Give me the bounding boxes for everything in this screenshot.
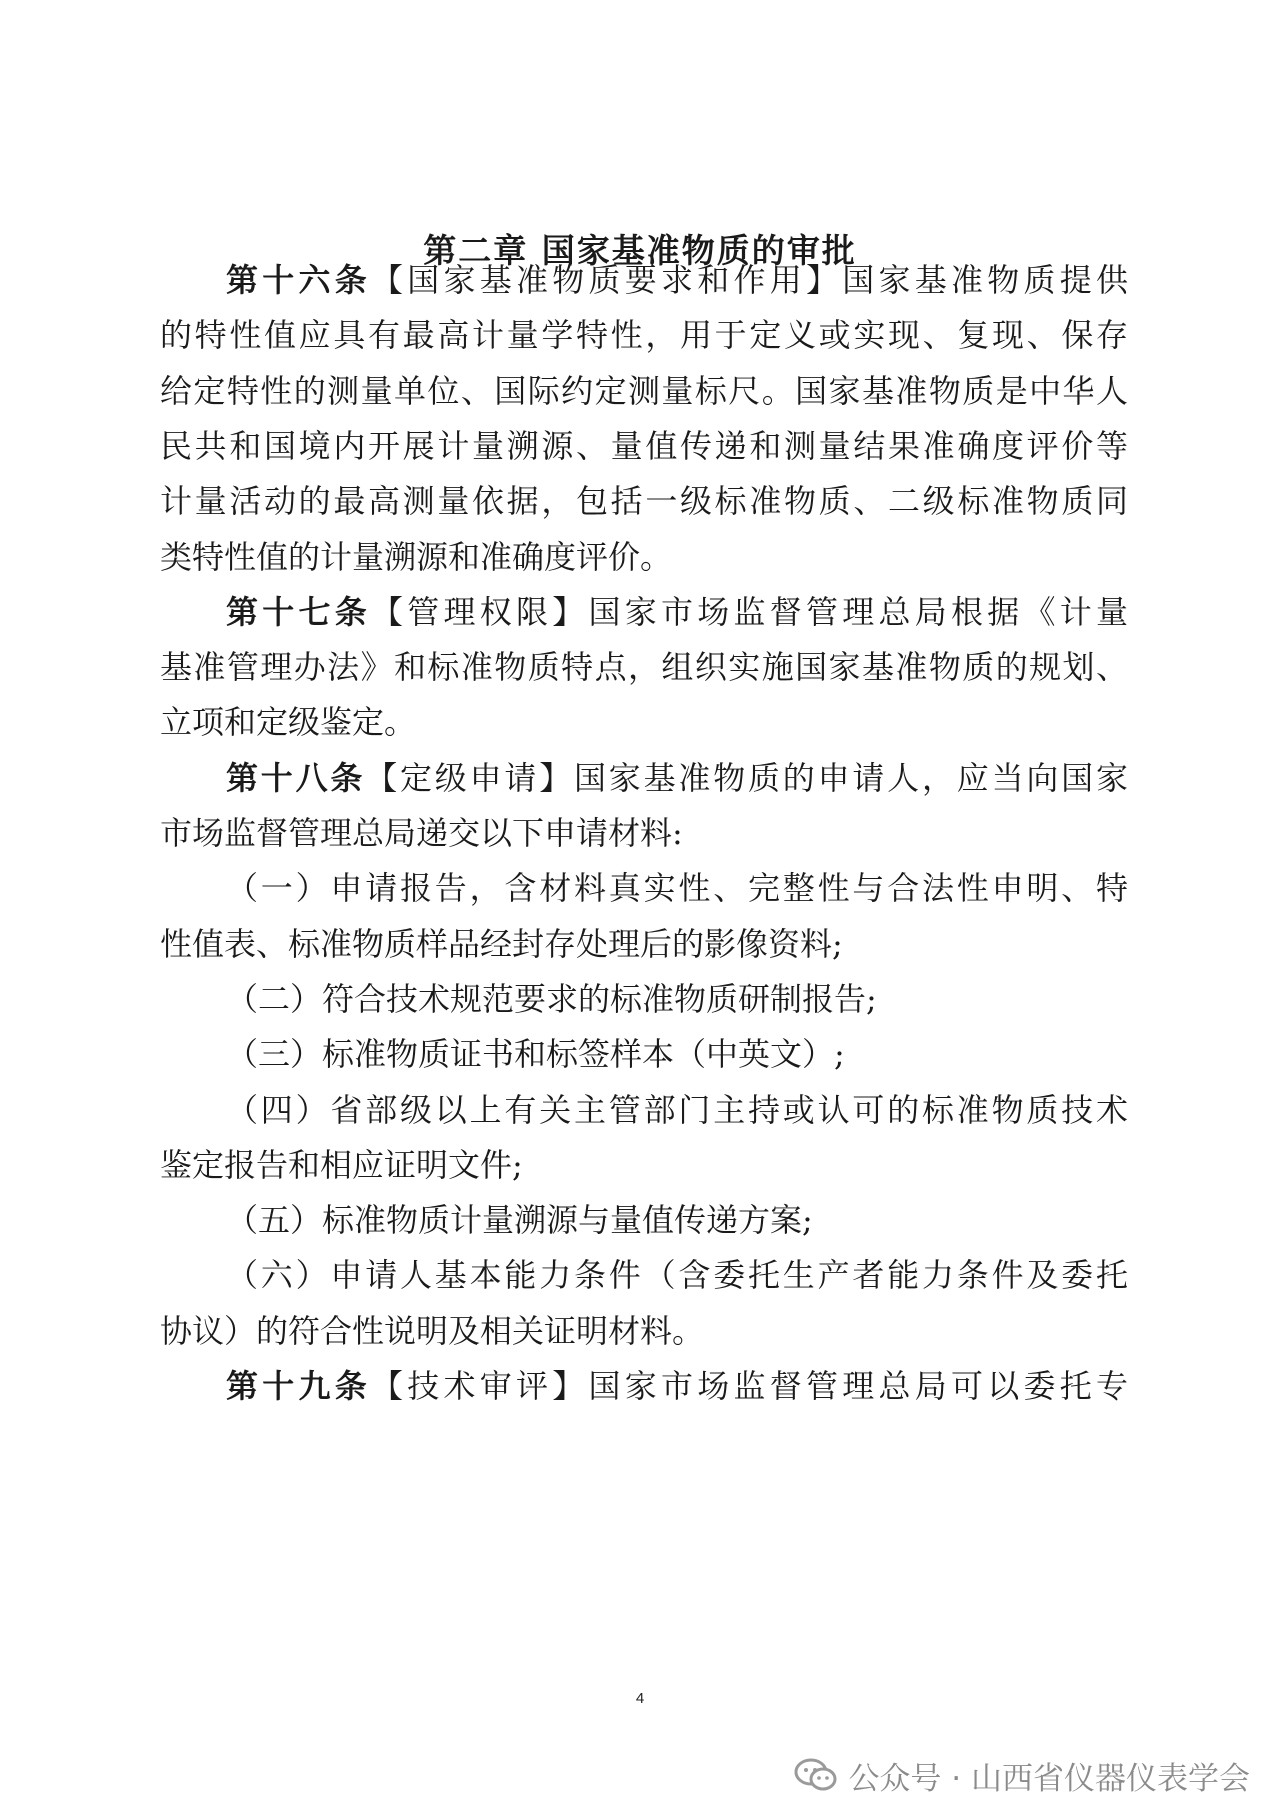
body-line	[160, 922, 1128, 966]
wechat-icon	[794, 1757, 838, 1793]
article-number: 第十七条	[226, 593, 371, 631]
line-text: （一）申请报告，含材料真实性、完整性与合法性申明、特	[226, 869, 1128, 907]
article-line	[226, 258, 1128, 302]
article-number: 第十九条	[226, 1367, 371, 1405]
watermark	[794, 1755, 1250, 1795]
body-line	[160, 313, 1128, 357]
page-number: 4	[635, 1690, 645, 1707]
article-line	[226, 756, 1128, 800]
line-text: 民共和国境内开展计量溯源、量值传递和测量结果准确度评价等	[160, 427, 1128, 465]
body-line	[226, 1253, 1128, 1297]
chapter-title: 第二章 国家基准物质的审批	[423, 231, 857, 270]
line-text: （六）申请人基本能力条件（含委托生产者能力条件及委托	[226, 1256, 1128, 1294]
body-line	[160, 700, 1128, 744]
watermark-text: 公众号 · 山西省仪器仪表学会	[848, 1760, 1250, 1797]
line-text: 【管理权限】国家市场监督管理总局根据《计量	[371, 593, 1128, 631]
line-text: 协议）的符合性说明及相关证明材料。	[160, 1312, 705, 1350]
line-text: （二）符合技术规范要求的标准物质研制报告;	[226, 980, 877, 1018]
body-line	[160, 535, 1128, 579]
line-text: 性值表、标准物质样品经封存处理后的影像资料;	[160, 925, 843, 963]
body-line	[160, 369, 1128, 413]
body-line	[160, 1143, 1128, 1187]
line-text: 【国家基准物质要求和作用】国家基准物质提供	[371, 261, 1128, 299]
body-line	[160, 479, 1128, 523]
article-line	[226, 1364, 1128, 1408]
body-line	[160, 424, 1128, 468]
line-text: 【定级申请】国家基准物质的申请人，应当向国家	[365, 759, 1128, 797]
article-number: 第十六条	[226, 261, 371, 299]
body-line	[226, 1032, 1128, 1076]
line-text: （三）标准物质证书和标签样本（中英文）;	[226, 1035, 845, 1073]
line-text: 市场监督管理总局递交以下申请材料:	[160, 814, 683, 852]
article-line	[226, 590, 1128, 634]
body-line	[226, 866, 1128, 910]
line-text: （五）标准物质计量溯源与量值传递方案;	[226, 1201, 813, 1239]
body-line	[226, 1088, 1128, 1132]
line-text: （四）省部级以上有关主管部门主持或认可的标准物质技术	[226, 1091, 1128, 1129]
line-text: 基准管理办法》和标准物质特点，组织实施国家基准物质的规划、	[160, 648, 1128, 686]
line-text: 鉴定报告和相应证明文件;	[160, 1146, 523, 1184]
body-line	[160, 645, 1128, 689]
line-text: 计量活动的最高测量依据，包括一级标准物质、二级标准物质同	[160, 482, 1128, 520]
body-line	[160, 811, 1128, 855]
line-text: 类特性值的计量溯源和准确度评价。	[160, 538, 673, 576]
line-text: 立项和定级鉴定。	[160, 703, 417, 741]
body-line	[226, 977, 1128, 1021]
article-number: 第十八条	[226, 759, 366, 797]
line-text: 给定特性的测量单位、国际约定测量标尺。国家基准物质是中华人	[160, 372, 1128, 410]
line-text: 的特性值应具有最高计量学特性，用于定义或实现、复现、保存	[160, 316, 1128, 354]
body-line	[160, 1309, 1128, 1353]
line-text: 【技术审评】国家市场监督管理总局可以委托专	[371, 1367, 1128, 1405]
body-line	[226, 1198, 1128, 1242]
